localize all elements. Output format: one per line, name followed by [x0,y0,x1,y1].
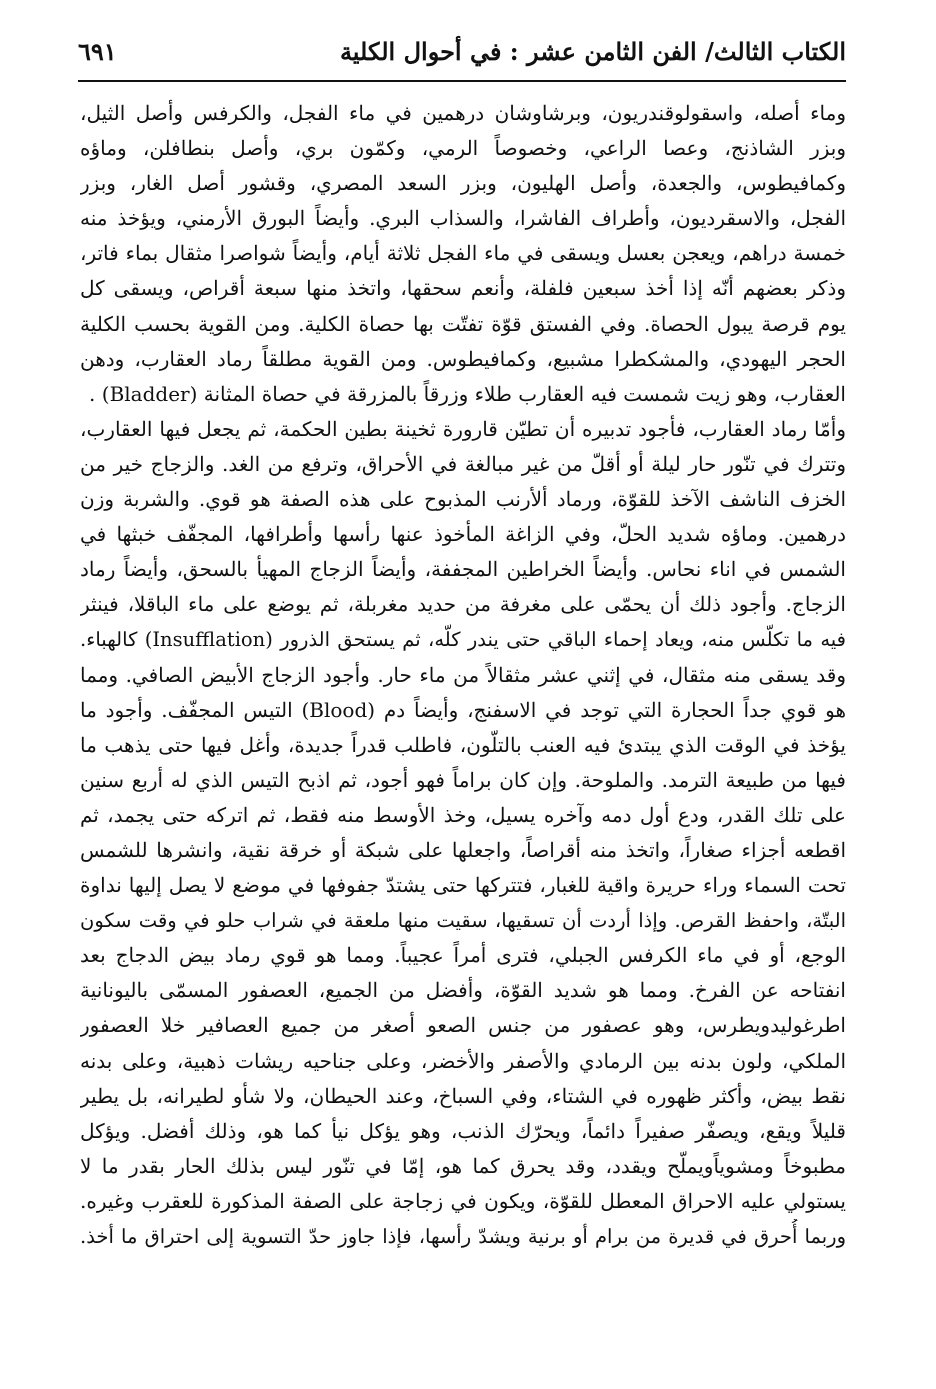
text-line: انفتاحه عن الفرخ. ومما هو شديد القوّة، وأفضل من الجميع، العصفور المسمّى باليونانية [80,978,846,1003]
text-line: وأمّا رماد العقارب، فأجود تدبيره أن تطيّن قارورة ثخينة بطين الحكمة، ثم يجعل فيها العقارب، [80,416,846,441]
text-line: وقد يسقى منه مثقال، في إثني عشر مثقالاً من ماء حار. وأجود الزجاج الأبيض الصافي. ومما [80,662,846,687]
text-line: نقط بيض، وأكثر ظهوره في الشتاء، وفي السباخ، وعند الحيطان، ولا شأو لطيرانه، بل يطير [80,1083,846,1108]
text-line: يؤخذ في الوقت الذي يبتدئ فيه العنب بالتلّون، فاطلب قدراً جديدة، وأغل فيها حتى يذهب ما [80,732,846,757]
text-line: الخزف الناشف الآخذ للقوّة، ورماد ألأرنب المذبوح على هذه الصفة هو قوي. والشربة وزن [80,487,846,512]
text-line: تحت السماء وراء حريرة واقية للغبار، فتتركها حتى يشتدّ جفوفها في موضع لا يصل إليها نداوة [80,873,846,898]
text-line: وماء أصله، واسقولوقندريون، وبرشاوشان درهمين في ماء الفجل، والكرفس وأصل الثيل، [80,101,846,125]
text-line: يوم قرصة يبول الحصاة. وفي الفستق قوّة تفتّت بها حصاة الكلية. ومن القوية بحسب الكلية [80,311,846,336]
text-line: قليلاً ويقع، ويصفّر صفيراً دائماً، ويحرّك الذنب، وهو يؤكل نيأ كما هو، وذلك أفضل. ويؤكل [80,1118,846,1143]
text-line: وربما أُحرق في قديرة من برام أو برنية ويشدّ رأسها، فإذا جاوز حدّ التسوية إلى احتراق ما أخذ. [80,1225,846,1248]
text-line: هو قوي جداً الحجارة التي توجد في الاسفنج، وأيضاً دم (Blood) التيس المجفّف. وأجود ما [80,697,846,722]
body-text [80,96,846,1254]
text-line: الوجع، أو في ماء الكرفس الجبلي، فترى أمراً عجيباً. ومما هو قوي رماد بيض الدجاج بعد [80,943,846,968]
text-line: الشمس في اناء نحاس. وأيضاً الخراطين المجففة، وأيضاً الزجاج المهيأ بالسحق، وأيضاً رماد [80,557,846,582]
text-line: وبزر الشاذنج، وعصا الراعي، وخصوصاً الرمي، وكمّون بري، وأصل بنطافلن، وماؤه [80,136,846,161]
text-line: وكمافيطوس، والجعدة، وأصل الهليون، وبزر السعد المصري، وقشور أصل الغار، وبزر [80,171,846,196]
text-line: الحجر اليهودي، والمشكطرا مشبيع، وكمافيطوس. ومن القوية مطلقاً رماد العقارب، ودهن [80,346,846,371]
text-line: الزجاج. وأجود ذلك أن يحمّى على مغرفة من حديد مغربلة، ثم يوضع على ماء الباقلا، فينثر [80,592,846,617]
text-line: مطبوخاً ومشوياًويملّح ويقدد، وقد يحرق كما هو، إمّا في تنّور ليس بذلك الحار بقدر ما لا [80,1153,846,1178]
chapter-title: الكتاب الثالث/ الفن الثامن عشر : في أحوال الكلية [339,36,846,66]
text-line: درهمين. وماؤه شديد الحلّ، وفي الزاغة المأخوذ عنها رأسها وأطرافها، المجفّف خبثها في [80,522,846,547]
running-header [78,28,846,74]
text-line: الفجل، والاسقرديون، وأطراف الفاشرا، والسذاب البري. وأيضاً البورق الأرمني، ويؤخذ منه [80,206,846,231]
text-line: يستولي عليه الاحراق المعطل للقوّة، ويكون في زجاجة على الصفة المذكورة للعقرب وغيره. [80,1188,846,1213]
text-line: الملكي، ولون بدنه بين الرمادي والأصفر والأخضر، وعلى جناحيه ريشات ذهبية، وعلى بدنه [80,1048,846,1073]
text-line: فيه ما تكلّس منه، ويعاد إحماء الباقي حتى يندر كلّه، ثم يستحق الذرور (Insufflation) كالهباء. [80,628,846,652]
text-line: وتترك في تنّور حار ليلة أو أقلّ من غير مبالغة في الأحراق، وترفع من الغد. والزجاج خير من [80,451,846,476]
page-number: ٦٩١ [78,36,117,66]
text-line: فيها من طبيعة الترمد. والملوحة. وإن كان براماً فهو أجود، ثم اذبح التيس الذي له أربع سنين [80,767,846,792]
text-line: اقطعه أجزاء صغاراً، واتخذ منه أقراصاً، واجعلها على شبكة أو خرقة نقية، وانشرها للشمس [80,837,846,862]
text-line: العقارب، وهو زيت شمست فيه العقارب طلاء وزرقاً بالمزرقة في حصاة المثانة (Bladder) . [89,381,846,406]
text-line: خمسة دراهم، ويعجن بعسل ويسقى في ماء الفجل ثلاثة أيام، وأيضاً شواصرا مثقال بماء فاتر، [80,241,846,266]
text-line: اطرغوليدويطرس، وهو عصفور من جنس الصعو أصغر من جميع العصافير خلا العصفور [80,1013,846,1038]
header-divider [78,80,846,82]
text-line: البتّة، واحفظ القرص. وإذا أردت أن تسقيها، سقيت منها ملعقة في شراب حلو في وقت سكون [80,909,846,933]
text-line: وذكر بعضهم أنّه إذا أخذ سبعين فلفلة، وأنعم سحقها، واتخذ منها سبعة أقراص، ويسقى كل [80,276,846,301]
text-line: على تلك القدر، ودع أول دمه وآخره يسيل، وخذ الأوسط منه فقط، ثم اتركه حتى يجمد، ثم [80,802,846,827]
